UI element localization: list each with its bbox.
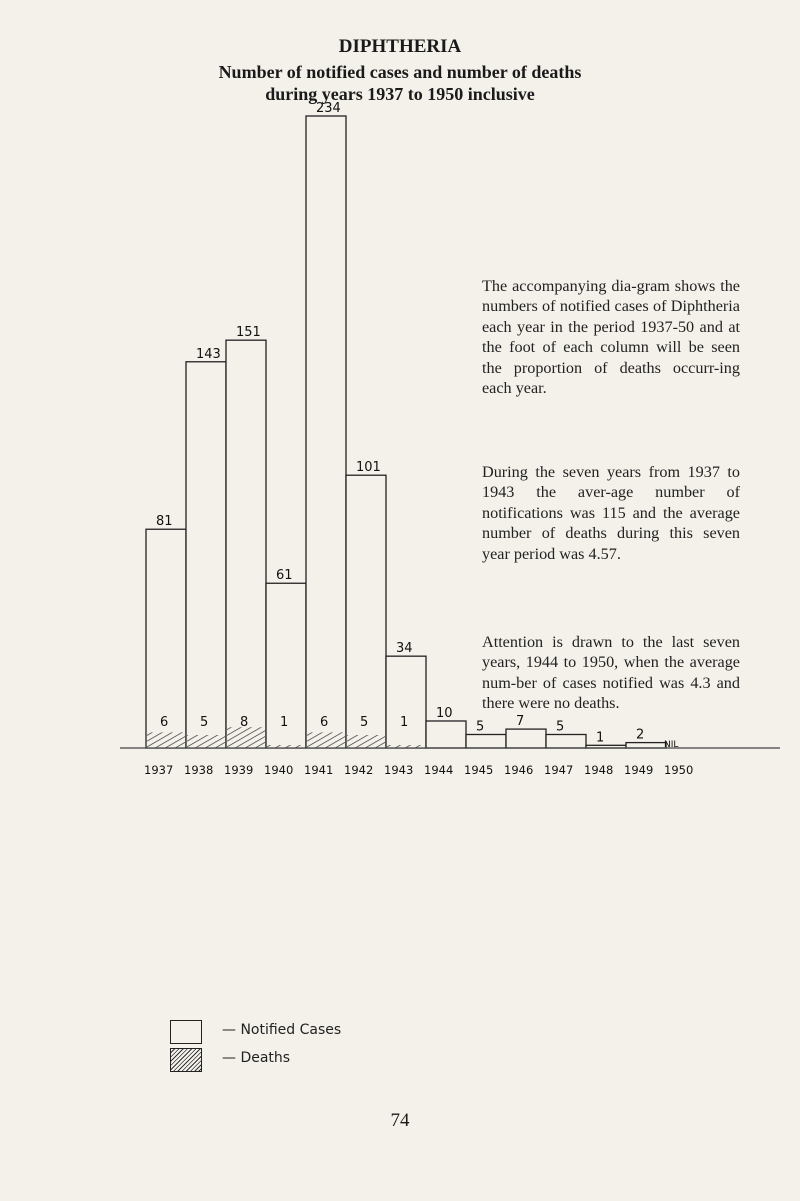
death-label-1939: 8 bbox=[240, 715, 249, 730]
case-label-1943: 34 bbox=[396, 641, 413, 657]
case-label-1942: 101 bbox=[356, 460, 381, 476]
case-label-1938: 143 bbox=[196, 346, 221, 362]
case-label-1948: 1 bbox=[596, 730, 605, 746]
death-bar-1939 bbox=[227, 727, 265, 748]
legend-swatch-deaths bbox=[170, 1048, 202, 1072]
case-label-1939: 151 bbox=[236, 325, 261, 341]
year-label-1948: 1948 bbox=[584, 763, 614, 777]
paragraph-2: During the seven years from 1937 to 1943 the aver-age number of notifications was 115 and the average number of deaths during this seven year period was 4.57. bbox=[482, 463, 740, 563]
case-bar-1941 bbox=[306, 116, 346, 748]
death-label-1937: 6 bbox=[160, 715, 169, 730]
paragraph-1: The accompanying dia-gram shows the numbers of notified cases of Diphtheria each year in the period 1937-50 and at the foot of each column will be seen the proportion of deaths occurr-ing each year. bbox=[482, 277, 740, 398]
case-label-1937: 81 bbox=[156, 514, 173, 530]
year-label-1941: 1941 bbox=[304, 763, 334, 777]
case-label-1941: 234 bbox=[316, 101, 341, 116]
year-label-1947: 1947 bbox=[544, 763, 574, 777]
year-label-1942: 1942 bbox=[344, 763, 374, 777]
paragraph-3: Attention is drawn to the last seven years, 1944 to 1950, when the average num-ber of cases notified was 4.3 and there were no deaths. bbox=[482, 633, 740, 713]
year-label-1943: 1943 bbox=[384, 763, 414, 777]
chart-subtitle-line-1: Number of notified cases and number of deaths bbox=[218, 62, 582, 82]
death-bar-1938 bbox=[187, 735, 225, 748]
death-bar-1937 bbox=[147, 732, 185, 748]
case-bar-1946 bbox=[506, 729, 546, 748]
death-label-1941: 6 bbox=[320, 715, 329, 730]
case-label-1940: 61 bbox=[276, 568, 293, 584]
death-label-1940: 1 bbox=[280, 715, 289, 730]
case-bar-1947 bbox=[546, 734, 586, 748]
legend-label-notified: — Notified Cases bbox=[222, 1022, 342, 1038]
case-bar-1939 bbox=[226, 340, 266, 748]
year-label-1938: 1938 bbox=[184, 763, 214, 777]
year-label-1940: 1940 bbox=[264, 763, 294, 777]
chart-subtitle-line-2: during years 1937 to 1950 inclusive bbox=[265, 84, 535, 104]
year-label-1944: 1944 bbox=[424, 763, 454, 777]
death-label-1943: 1 bbox=[400, 715, 409, 730]
case-bar-1943 bbox=[386, 656, 426, 748]
case-bar-1945 bbox=[466, 734, 506, 748]
case-label-1946: 7 bbox=[516, 714, 525, 730]
year-label-1945: 1945 bbox=[464, 763, 494, 777]
death-bar-1941 bbox=[307, 732, 345, 748]
death-label-1942: 5 bbox=[360, 715, 369, 730]
case-label-1944: 10 bbox=[436, 705, 453, 721]
death-bar-1942 bbox=[347, 735, 385, 748]
legend-label-deaths: — Deaths bbox=[222, 1050, 291, 1066]
case-bar-1942 bbox=[346, 475, 386, 748]
case-label-1950: NIL bbox=[664, 740, 679, 750]
death-label-1938: 5 bbox=[200, 715, 209, 730]
year-label-1939: 1939 bbox=[224, 763, 254, 777]
case-label-1949: 2 bbox=[636, 727, 645, 743]
year-label-1949: 1949 bbox=[624, 763, 654, 777]
case-bar-1944 bbox=[426, 721, 466, 748]
case-bar-1938 bbox=[186, 362, 226, 748]
page-number: 74 bbox=[390, 1110, 410, 1131]
case-label-1947: 5 bbox=[556, 719, 565, 735]
year-label-1946: 1946 bbox=[504, 763, 534, 777]
case-label-1945: 5 bbox=[476, 719, 485, 735]
legend-swatch-notified bbox=[170, 1020, 202, 1044]
chart-title: DIPHTHERIA bbox=[338, 36, 462, 57]
year-label-1950: 1950 bbox=[664, 763, 694, 777]
year-label-1937: 1937 bbox=[144, 763, 174, 777]
case-bar-1949 bbox=[626, 743, 666, 748]
